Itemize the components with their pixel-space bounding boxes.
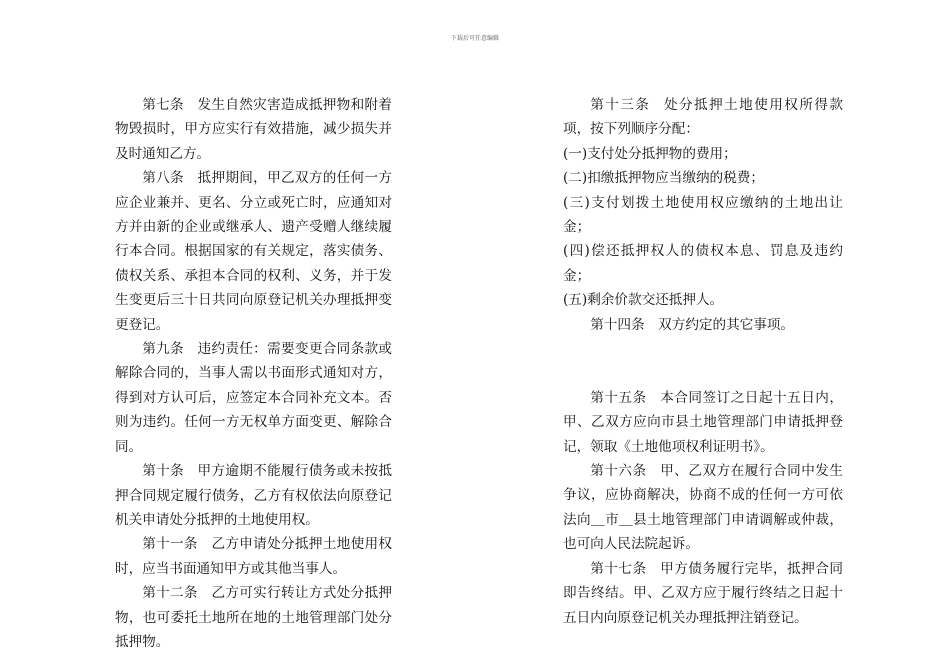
article-label: 第十三条 xyxy=(590,97,651,113)
article-9 xyxy=(115,337,392,459)
article-label: 第十四条 xyxy=(590,316,645,333)
list-item: (一)支付处分抵押物的费用； xyxy=(563,145,737,162)
article-label: 第十二条 xyxy=(142,585,198,602)
article-label: 第八条 xyxy=(142,170,184,187)
article-text: 甲、乙双方在履行合同中发生争议，应协商解决，协商不成的任何一方可依法向＿市＿县土地管理部门申请调解或仲裁，也可向人民法院起诉。 xyxy=(563,463,843,553)
article-label: 第十七条 xyxy=(590,560,647,577)
article-label: 第十一条 xyxy=(142,536,198,553)
list-item: (五)剩余价款交还抵押人。 xyxy=(563,292,724,309)
article-text: 乙方可实行转让方式处分抵押物，也可委托土地所在地的土地管理部门处分抵押物。 xyxy=(115,585,392,650)
article-text: 甲方债务履行完毕，抵押合同即告终结。甲、乙双方应于履行终结之日起十五日内向原登记机关办理抵押注销登记。 xyxy=(563,560,843,626)
article-16 xyxy=(563,459,843,557)
article-text: 双方约定的其它事项。 xyxy=(658,316,795,333)
article-text: 处分抵押土地使用权所得款项，按下列顺序分配： xyxy=(563,97,844,138)
article-text: 本合同签订之日起十五日内，甲、乙双方应向市县土地管理部门申请抵押登记，领取《土地他项权利证明书》。 xyxy=(563,389,843,455)
article-10 xyxy=(115,459,392,532)
article-label: 第十五条 xyxy=(590,389,647,406)
article-label: 第九条 xyxy=(142,341,184,358)
list-item: (四)偿还抵押权人的债权本息、罚息及违约金； xyxy=(563,243,843,284)
article-8 xyxy=(115,166,392,337)
list-item: (二)扣缴抵押物应当缴纳的税费； xyxy=(563,170,764,187)
article-11 xyxy=(115,532,392,581)
article-label: 第七条 xyxy=(142,97,184,113)
article-label: 第十条 xyxy=(142,463,184,480)
article-label: 第十六条 xyxy=(590,463,647,480)
article-13 xyxy=(563,93,843,142)
article-text: 发生自然灾害造成抵押物和附着物毁损时，甲方应实行有效措施，减少损失并及时通知乙方。 xyxy=(115,97,393,162)
page-header: 下载后可任意编辑 xyxy=(450,35,499,42)
article-12 xyxy=(115,581,392,654)
list-item: (三)支付划拨土地使用权应缴纳的土地出让金； xyxy=(563,194,843,236)
article-text: 抵押期间，甲乙双方的任何一方应企业兼并、更名、分立或死亡时，应通知对方并由新的企业或继承人、遗产受赠人继续履行本合同。根据国家的有关规定，落实债务、债权关系、承担本合同的权利、义务，并于发生变更后三十日共同向原登记机关办理抵押变更登记。 xyxy=(115,170,393,333)
left-column xyxy=(115,93,392,654)
right-column xyxy=(563,93,843,630)
blank-space xyxy=(563,337,843,386)
article-14 xyxy=(563,313,843,337)
article-text: 乙方申请处分抵押土地使用权时，应当书面通知甲方或其他当事人。 xyxy=(115,536,392,577)
article-text: 甲方逾期不能履行债务或未按抵押合同规定履行债务，乙方有权依法向原登记机关申请处分抵押的土地使用权。 xyxy=(115,463,393,528)
article-17 xyxy=(563,557,843,630)
article-text: 违约责任：需要变更合同条款或解除合同的，当事人需以书面形式通知对方，得到对方认可后，应签定本合同补充文本。否则为违约。任何一方无权单方面变更、解除合同。 xyxy=(115,341,393,455)
article-7 xyxy=(115,93,392,166)
article-15 xyxy=(563,386,843,459)
